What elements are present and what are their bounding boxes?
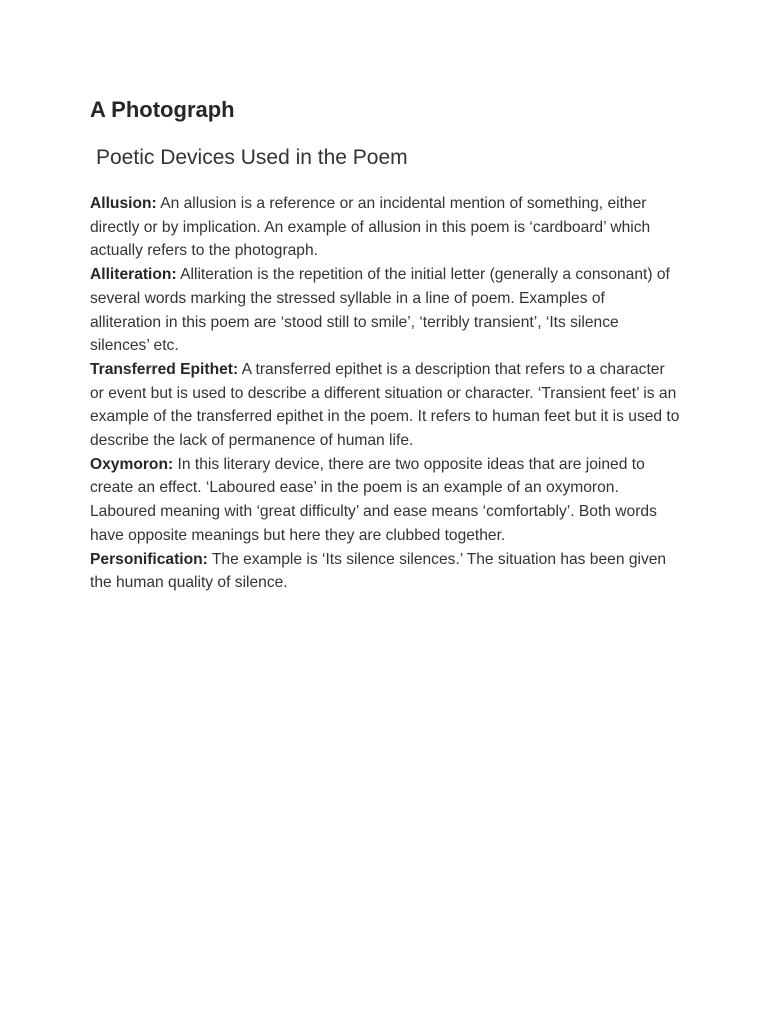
device-term: Allusion: — [90, 195, 157, 212]
device-allusion — [90, 192, 680, 263]
page-title: A Photograph — [90, 97, 235, 122]
device-personification — [90, 548, 680, 595]
device-transferred-epithet — [90, 358, 680, 453]
device-description: An allusion is a reference or an incidental mention of something, either directly or by implication. An example of allusion in this poem is ‘cardboard’ which actually refers to the photograph. — [90, 195, 651, 260]
section-heading: Poetic Devices Used in the Poem — [96, 146, 408, 169]
device-description: The example is ‘Its silence silences.’ The situation has been given the human quality of silence. — [90, 550, 667, 592]
devices-list — [90, 192, 680, 595]
device-description: Alliteration is the repetition of the initial letter (generally a consonant) of several words marking the stressed syllable in a line of poem. Examples of alliteration in this poem are ‘stood still to smile’, ‘terribly transient’, ‘Its silence silences’ etc. — [90, 266, 670, 355]
device-term: Oxymoron: — [90, 455, 174, 473]
device-term: Alliteration: — [90, 266, 177, 284]
device-oxymoron — [90, 453, 680, 548]
device-description: In this literary device, there are two opposite ideas that are joined to create an effect. ‘Laboured ease’ in the poem is an example of an oxymoron. Laboured meaning with ‘great difficulty’ and ease means ‘comfortably’. Both words have opposite meanings but here they are clubbed together. — [90, 455, 657, 544]
document-page — [90, 94, 680, 595]
device-term: Personification: — [90, 550, 208, 568]
device-term: Transferred Epithet: — [90, 360, 239, 378]
device-alliteration — [90, 263, 680, 358]
device-description: A transferred epithet is a description that refers to a character or event but is used to describe a different situation or character. ‘Transient feet’ is an example of the transferred epithet in the poem. It refers to human feet but it is used to describe the lack of permanence of human life. — [90, 360, 680, 450]
